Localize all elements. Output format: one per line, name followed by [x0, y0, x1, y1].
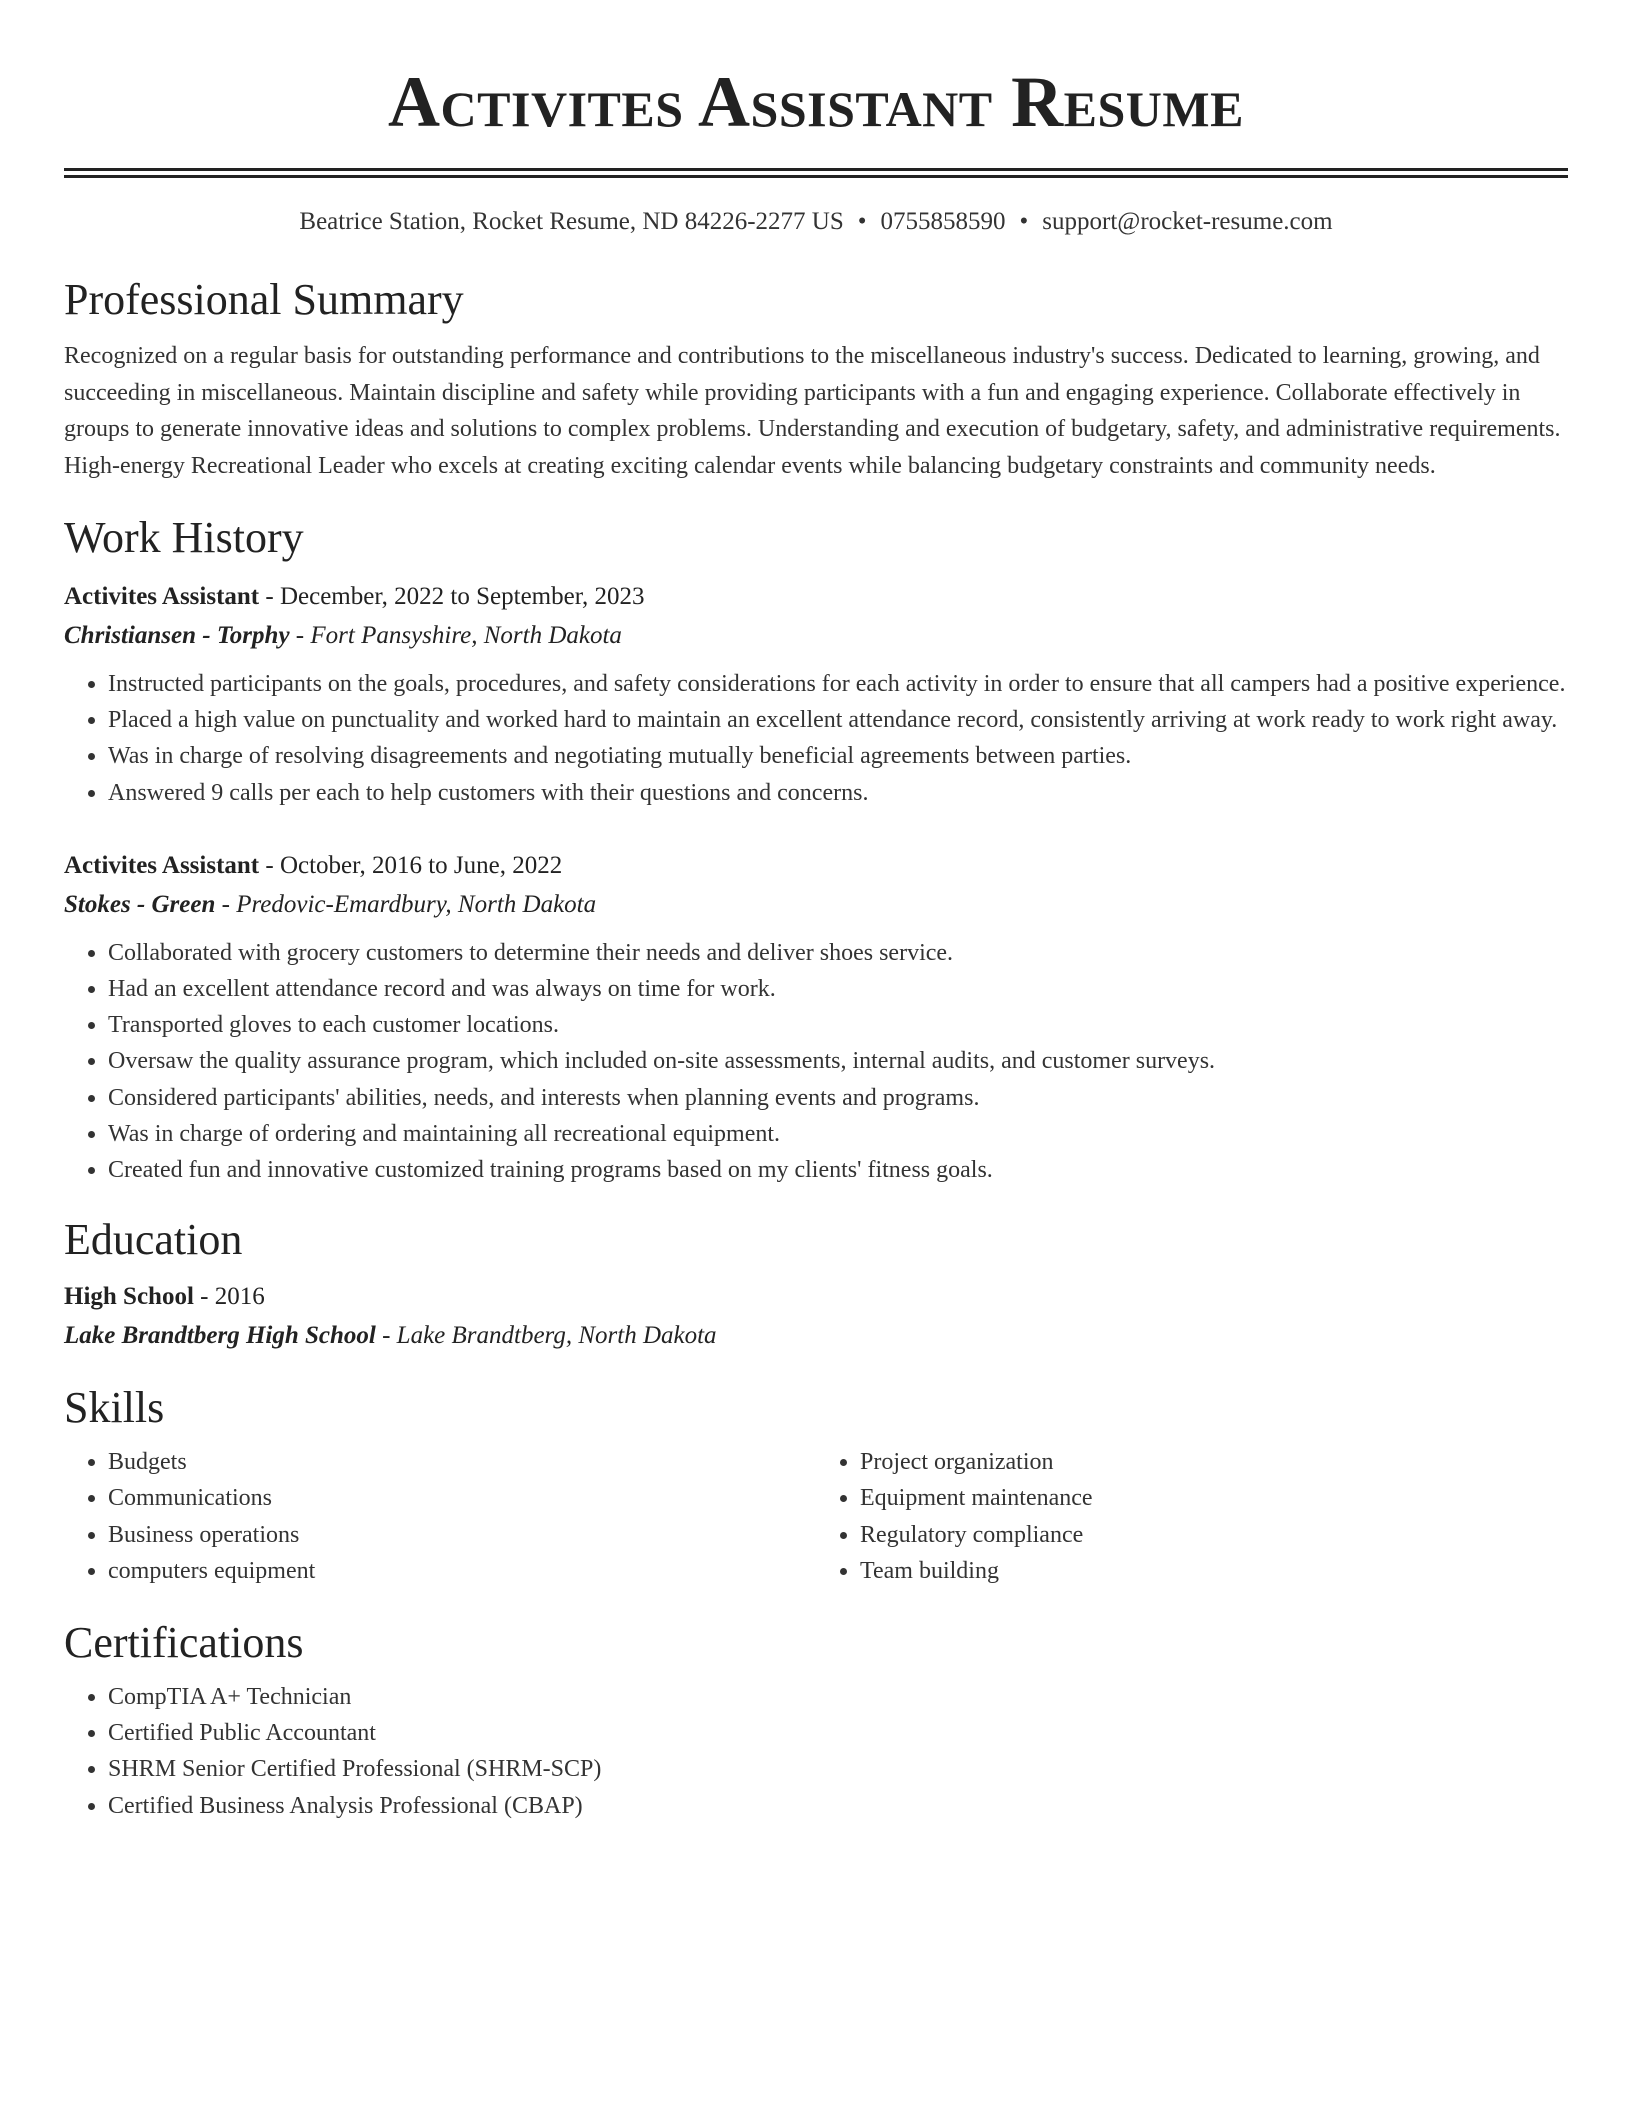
list-item: • Certified Business Analysis Professional (CBAP): [108, 1788, 1568, 1824]
list-item: • Regulatory compliance: [860, 1517, 1568, 1553]
job-entry: [64, 578, 1568, 811]
resume-title: Activites Assistant Resume: [388, 62, 1244, 142]
contact-phone: 0755858590: [880, 208, 1006, 235]
list-item: • CompTIA A+ Technician: [108, 1679, 1568, 1715]
company-line: [64, 885, 1568, 925]
list-item: • Instructed participants on the goals, procedures, and safety considerations for each activity in order to ensure that all campers had a positive experience.: [108, 666, 1568, 702]
contact-separator: •: [1019, 208, 1029, 235]
skills-list: [64, 1444, 1568, 1589]
list-item: • Business operations: [108, 1517, 816, 1553]
job-bullets: [64, 935, 1568, 1188]
school-location: - Lake Brandtberg, North Dakota: [375, 1322, 717, 1350]
list-item: • Answered 9 calls per each to help customers with their questions and concerns.: [108, 775, 1568, 811]
work-history-heading: Work History: [64, 513, 304, 562]
list-item: • Collaborated with grocery customers to determine their needs and deliver shoes service.: [108, 935, 1568, 971]
list-item: • computers equipment: [108, 1553, 816, 1589]
school-line: [64, 1316, 1568, 1356]
company-location: - Predovic-Emardbury, North Dakota: [215, 890, 597, 918]
list-item: • Had an excellent attendance record and was always on time for work.: [108, 971, 1568, 1007]
contact-address: Beatrice Station, Rocket Resume, ND 84226-2277 US: [299, 208, 844, 235]
degree-year: - 2016: [193, 1283, 265, 1311]
school-name: Lake Brandtberg High School: [64, 1322, 376, 1350]
certifications-list: [64, 1679, 1568, 1824]
list-item: • Created fun and innovative customized training programs based on my clients' fitness goals.: [108, 1152, 1568, 1188]
education-entry: [64, 1278, 1568, 1356]
list-item: • Team building: [860, 1553, 1568, 1589]
contact-separator: •: [857, 208, 867, 235]
list-item: • Transported gloves to each customer locations.: [108, 1007, 1568, 1043]
list-item: • SHRM Senior Certified Professional (SHRM-SCP): [108, 1751, 1568, 1787]
skills-heading: Skills: [64, 1383, 165, 1433]
job-dates: - December, 2022 to September, 2023: [259, 583, 645, 610]
skills-bullets-left: [64, 1444, 816, 1589]
job-title-line: [64, 578, 1568, 616]
list-item: • Certified Public Accountant: [108, 1715, 1568, 1751]
list-item: • Budgets: [108, 1444, 816, 1480]
job-entry: [64, 847, 1568, 1188]
list-item: • Was in charge of ordering and maintaining all recreational equipment.: [108, 1116, 1568, 1152]
list-item: • Placed a high value on punctuality and worked hard to maintain an excellent attendance record, consistently arriving at work ready to work right away.: [108, 702, 1568, 738]
education-heading: Education: [64, 1215, 243, 1265]
contact-line: [64, 206, 1568, 238]
certifications-heading: Certifications: [64, 1618, 304, 1668]
skills-column-left: [64, 1444, 816, 1589]
job-title-line: [64, 847, 1568, 885]
job-dates: - October, 2016 to June, 2022: [259, 851, 563, 879]
company-line: [64, 616, 1568, 656]
list-item: • Oversaw the quality assurance program, which included on-site assessments, internal audits, and customer surveys.: [108, 1043, 1568, 1079]
list-item: • Was in charge of resolving disagreements and negotiating mutually beneficial agreements between parties.: [108, 738, 1568, 774]
job-title: Activites Assistant: [64, 851, 260, 879]
contact-email: support@rocket-resume.com: [1042, 208, 1333, 235]
skills-column-right: [816, 1444, 1568, 1589]
company-name: Stokes - Green: [64, 890, 216, 918]
list-item: • Project organization: [860, 1444, 1568, 1480]
list-item: • Equipment maintenance: [860, 1480, 1568, 1516]
summary-heading: Professional Summary: [64, 275, 464, 324]
list-item: • Considered participants' abilities, needs, and interests when planning events and programs.: [108, 1080, 1568, 1116]
degree-name: High School: [64, 1283, 194, 1311]
company-name: Christiansen - Torphy: [64, 622, 290, 649]
title-divider: [64, 168, 1568, 178]
job-title: Activites Assistant: [64, 583, 260, 610]
skills-bullets-right: [816, 1444, 1568, 1589]
list-item: • Communications: [108, 1480, 816, 1516]
company-location: - Fort Pansyshire, North Dakota: [289, 622, 622, 649]
degree-line: [64, 1278, 1568, 1316]
summary-text: Recognized on a regular basis for outstanding performance and contributions to the miscellaneous industry's success. Dedicated to learning, growing, and succeeding in miscellaneous. Maintain discipline and safety while providing participants with a fun and engaging experience. Collaborate effectively in groups to generate innovative ideas and solutions to complex problems. Understanding and execution of budgetary, safety, and administrative requirements. High-energy Recreational Leader who excels at creating exciting calendar events while balancing budgetary constraints and community needs.: [64, 343, 1561, 479]
job-bullets: [64, 666, 1568, 811]
